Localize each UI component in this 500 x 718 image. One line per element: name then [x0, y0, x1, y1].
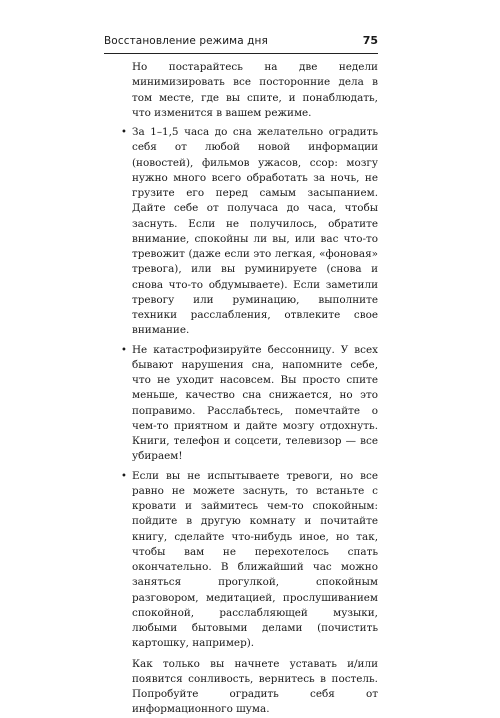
body-text: [104, 60, 378, 718]
intro-paragraph: Но постарайтесь на две недели минимизировать все посторонние дела в том месте, где вы спите, и понаблюдать, что изменится в вашем режиме.: [132, 61, 378, 119]
page-number: 75: [362, 34, 378, 47]
bullet-icon: •: [121, 470, 127, 482]
bullet-text: Не катастрофизируйте бессонницу. У всех бывают нарушения сна, напомните себе, что не уходит насовсем. Вы просто спите меньше, качество сна снижается, но это поправимо. Расслабьтесь, помечтайте о чем-то приятном и дайте мозгу отдохнуть. Книги, телефон и соцсети, телевизор — все убираем!: [132, 343, 378, 463]
bullet-text: За 1–1,5 часа до сна желательно оградить себя от любой новой информации (новостей), фильмов ужасов, ссор: мозгу нужно много всего обработать за ночь, не грузите его перед самым засыпанием. Дайте себе от получаса до часа, чтобы заснуть. Если не получилось, обратите внимание, спокойны ли вы, или вас что-то тревожит (даже если это легкая, «фоновая» тревога), или вы руминируете (снова и снова что-то обдумываете). Если заметили тревогу или руминацию, выполните техники расслабления, отвлеките свое внимание.: [132, 126, 378, 337]
bullet-item: [104, 343, 378, 465]
bullet-icon: •: [121, 127, 127, 138]
bullet-item: [104, 125, 378, 339]
bullet-item: [104, 469, 378, 652]
bullet-list: [104, 125, 378, 652]
running-head: [104, 33, 378, 54]
book-page: [104, 0, 394, 716]
closing-paragraph: Как только вы начнете уставать и/или появится сонливость, вернитесь в постель. Попробуйте оградить себя от информационного шума.: [132, 657, 378, 716]
bullet-text: Если вы не испытываете тревоги, но все равно не можете заснуть, то встаньте с кровати и займитесь чем-то спокойным: пойдите в другую комнату и почитайте книгу, сделайте что-нибудь иное, но так, чтобы вам не перехотелось спать окончательно. В ближайший час можно заняться прогулкой, спокойным разговором, медитацией, прослушиванием спокойной, расслабляющей музыки, любыми бытовыми делами (почистить картошку, например).: [132, 469, 378, 650]
running-title: Восстановление режима дня: [104, 35, 268, 47]
bullet-icon: •: [121, 344, 127, 356]
